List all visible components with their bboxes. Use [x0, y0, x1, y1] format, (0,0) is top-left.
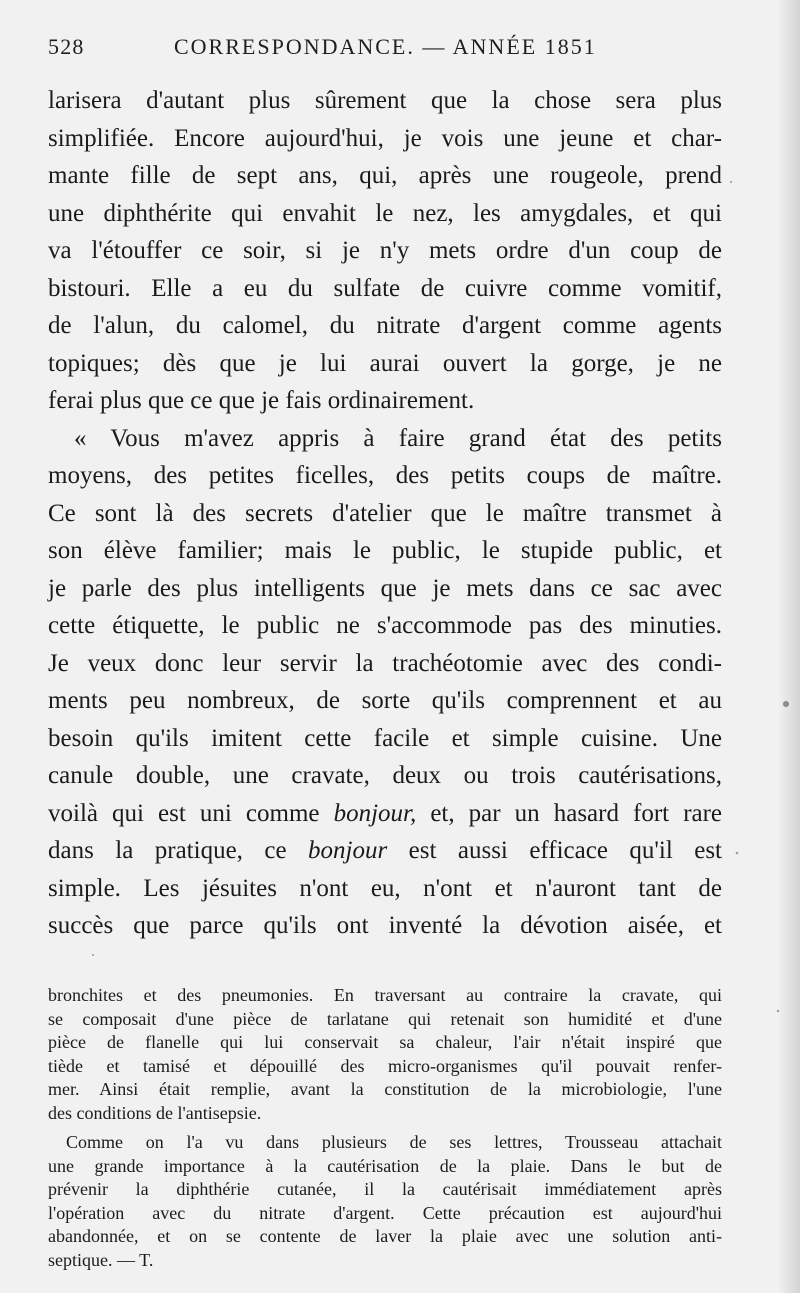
footnotes	[48, 984, 722, 1272]
text-segment: et, par un hasard fort rare	[430, 799, 723, 827]
text-line: Je veux donc leur servir la trachéotomie avec des condi-	[48, 649, 722, 677]
text-segment: dans la pratique, ce	[48, 837, 287, 864]
footnote-line: l'opération avec du nitrate d'argent. Cette précaution est aujourd'hui	[48, 1202, 722, 1223]
text-line: je parle des plus intelligents que je mets dans ce sac avec	[48, 574, 722, 602]
footnote-line: tiède et tamisé et dépouillé des micro-organismes qu'il pouvait renfer-	[48, 1055, 722, 1076]
text-line: canule double, une cravate, deux ou trois cautérisations,	[48, 762, 722, 789]
text-line: ments peu nombreux, de sorte qu'ils comprennent et au	[48, 687, 722, 714]
text-line-with-italic	[48, 795, 722, 833]
page-edge-shadow	[778, 0, 800, 1293]
text-line-with-italic	[48, 832, 722, 870]
text-line: de l'alun, du calomel, du nitrate d'argent comme agents	[48, 312, 722, 339]
text-line: cette étiquette, le public ne s'accommode pas des minuties.	[48, 612, 722, 639]
text-line: Ce sont là des secrets d'atelier que le maître transmet à	[48, 499, 722, 527]
footnote-line: une grande importance à la cautérisation de la plaie. Dans le but de	[48, 1155, 722, 1176]
running-head	[48, 34, 722, 64]
main-text	[48, 82, 722, 945]
text-line: bistouri. Elle a eu du sulfate de cuivre comme vomitif,	[48, 274, 722, 302]
text-line: ferai plus que ce que je fais ordinairement.	[48, 387, 475, 414]
footnote-line: mer. Ainsi était remplie, avant la constitution de la microbiologie, l'une	[48, 1079, 722, 1099]
text-line: mante fille de sept ans, qui, après une rougeole, prend	[48, 162, 722, 189]
ink-speck	[730, 181, 732, 183]
footnote-line: septique. — T.	[48, 1249, 154, 1270]
text-line: simple. Les jésuites n'ont eu, n'ont et n'auront tant de	[48, 874, 722, 902]
footnote-line: des conditions de l'antisepsie.	[48, 1102, 262, 1123]
footnote-line: bronchites et des pneumonies. En traversant au contraire la cravate, qui	[48, 985, 722, 1005]
running-head-title: CORRESPONDANCE. — ANNÉE 1851	[174, 34, 597, 59]
footnote-line: pièce de flanelle qui lui conservait sa chaleur, l'air n'était inspiré que	[48, 1032, 722, 1052]
footnote-line: se composait d'une pièce de tarlatane qui retenait son humidité et d'une	[48, 1008, 722, 1029]
text-line: succès que parce qu'ils ont inventé la dévotion aisée, et	[48, 912, 722, 939]
text-line: « Vous m'avez appris à faire grand état des petits	[74, 424, 722, 452]
footnote-line: prévenir la diphthérie cutanée, il la cautérisait immédiatement après	[48, 1179, 722, 1199]
text-line: topiques; dès que je lui aurai ouvert la gorge, je ne	[48, 349, 722, 377]
text-line: son élève familier; mais le public, le stupide public, et	[48, 537, 722, 564]
text-line: va l'étouffer ce soir, si je n'y mets ordre d'un coup de	[48, 237, 722, 264]
ink-speck	[92, 954, 94, 956]
page-number: 528	[48, 34, 85, 59]
text-segment: est aussi efficace qu'il est	[408, 837, 723, 864]
italic-word: bonjour,	[333, 799, 417, 827]
text-line: larisera d'autant plus sûrement que la chose sera plus	[48, 87, 722, 114]
footnote-line: abandonnée, et on se contente de laver la plaie avec une solution anti-	[48, 1226, 722, 1246]
footnote-line: Comme on l'a vu dans plusieurs de ses lettres, Trousseau attachait	[66, 1132, 722, 1152]
ink-speck	[736, 852, 739, 855]
text-segment: voilà qui est uni comme	[48, 799, 320, 827]
text-line: une diphthérite qui envahit le nez, les amygdales, et qui	[48, 199, 722, 227]
text-line: simplifiée. Encore aujourd'hui, je vois une jeune et char-	[48, 124, 722, 152]
text-line: besoin qu'ils imitent cette facile et simple cuisine. Une	[48, 724, 722, 752]
text-line: moyens, des petites ficelles, des petits coups de maître.	[48, 462, 722, 489]
italic-word: bonjour	[308, 837, 388, 864]
